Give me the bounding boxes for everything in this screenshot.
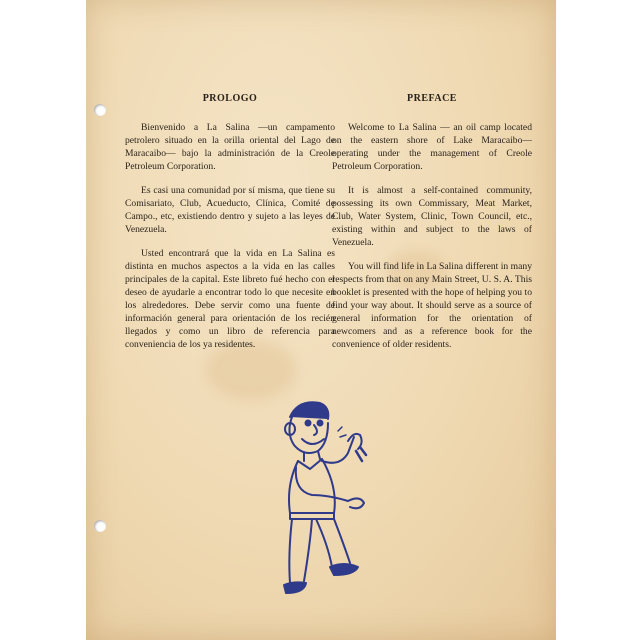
binder-hole bbox=[94, 104, 106, 116]
preface-heading: PREFACE bbox=[407, 93, 457, 104]
preface-paragraph: You will find life in La Salina different in many respects from that on any Main Street, U. S. A. This booklet is presented with the hope of helping you to find your way about. It should serve as a source of general information for the orientation of newcomers and as a reference book for the convenience of older residents. bbox=[332, 261, 532, 350]
prologo-paragraph: Usted encontrará que la vida en La Salina es distinta en muchos aspectos a la vida en las calles principales de la capital. Este libreto fué hecho con el deseo de ayudarle a encontrar todo lo que necesite en los alrededores. Debe servir como una fuente de información general para orientación de los recién llegados y como un libro de referencia para conveniencia de los ya residentes. bbox=[125, 248, 335, 350]
preface-paragraph: It is almost a self-contained community, possessing its own Commissary, Meat Market, Club, Water System, Clinic, Town Council, etc., existing within and subject to the laws of Venezuela. bbox=[332, 185, 532, 248]
preface-column bbox=[332, 92, 532, 362]
preface-paragraph: Welcome to La Salina — an oil camp located on the eastern shore of Lake Maracaibo— operating under the management of Creole Petroleum Corporation. bbox=[332, 122, 532, 172]
prologo-column bbox=[125, 92, 335, 362]
cartoon-man-waving-icon bbox=[268, 395, 388, 600]
prologo-paragraph: Es casi una comunidad por sí misma, que tiene su Comisariato, Club, Acueducto, Clínica, Comité de Campo., etc, existiendo dentro y sujeto a las leyes de Venezuela. bbox=[125, 185, 335, 235]
prologo-paragraph: Bienvenido a La Salina —un campamento petrolero situado en la orilla oriental del Lago de Maracaibo— bajo la administración de la Creole Petroleum Corporation. bbox=[125, 122, 335, 172]
prologo-heading: PROLOGO bbox=[202, 93, 258, 104]
binder-hole bbox=[94, 520, 106, 532]
